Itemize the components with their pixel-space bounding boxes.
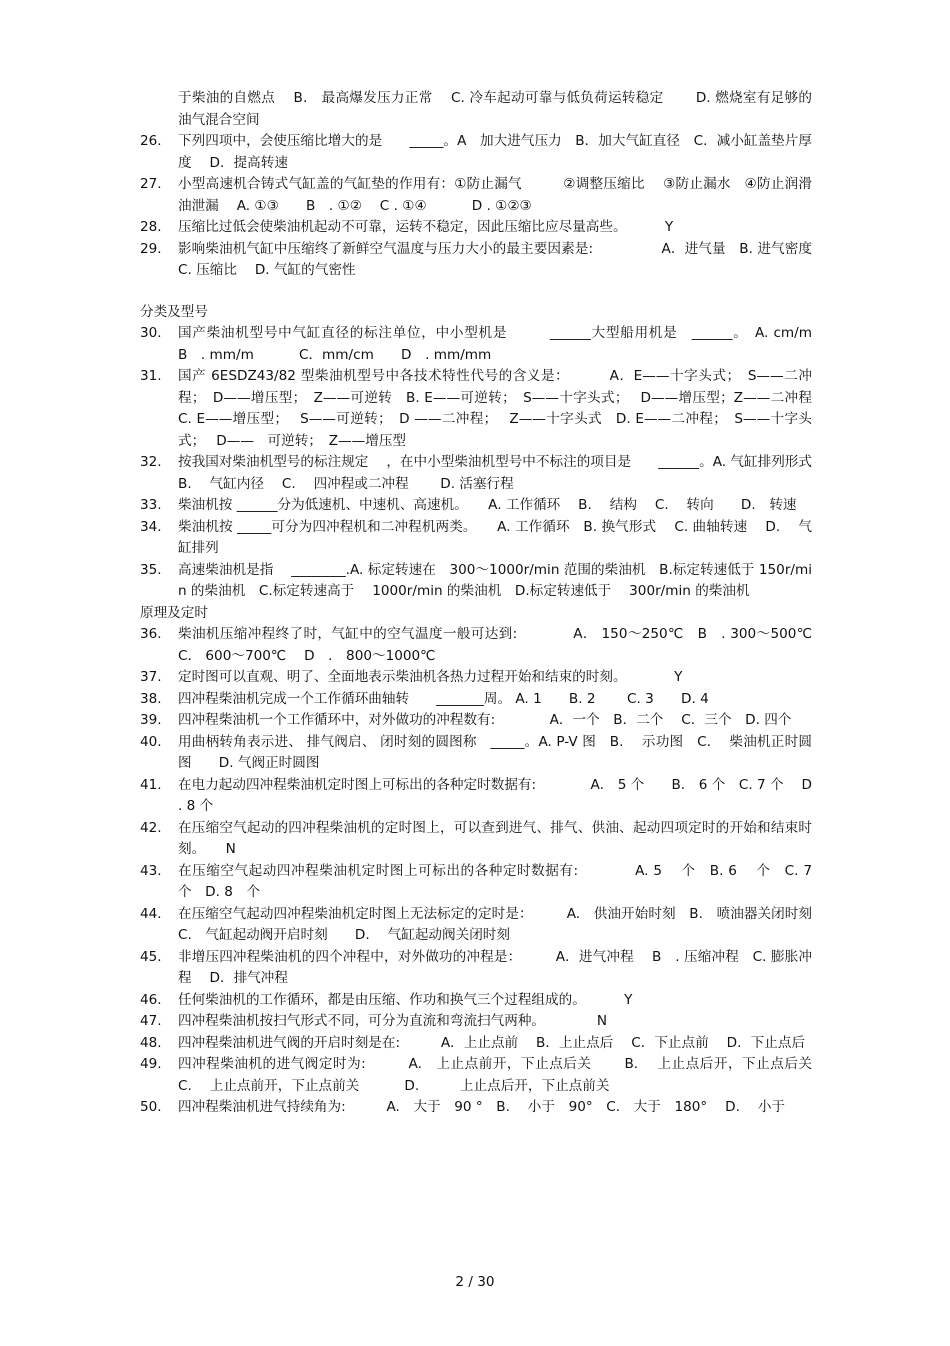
question-item <box>140 818 812 861</box>
question-item <box>140 495 812 517</box>
question-text: 于柴油的自燃点 B． 最高爆发压力正常 C. 冷车起动可靠与低负荷运转稳定 D. 燃烧室有足够的油气混合空间 <box>178 90 812 128</box>
question-number: 34. <box>140 518 162 535</box>
question-item <box>140 1097 812 1119</box>
question-number: 26. <box>140 133 162 149</box>
question-item <box>140 1033 812 1055</box>
question-item <box>140 947 812 990</box>
question-number: 49. <box>140 1056 162 1072</box>
question-number: 35. <box>140 561 162 578</box>
question-item <box>140 904 826 947</box>
continued-question-25 <box>140 88 812 131</box>
section-heading-classification: 分类及型号 <box>140 303 208 320</box>
question-text: 柴油机按 _____可分为四冲程机和二冲程机两类。 A. 工作循环 B. 换气形式 C. 曲轴转速 D. 气缸排列 <box>178 518 812 556</box>
question-item <box>140 560 812 603</box>
question-item <box>140 689 812 711</box>
question-number: 30. <box>140 325 162 341</box>
question-text: 按我国对柴油机型号的标注规定 ，在中小型柴油机型号中不标注的项目是 ______。A. 气缸排列形式 B. 气缸内径 C. 四冲程或二冲程 D. 活塞行程 <box>178 454 844 492</box>
question-number: 50. <box>140 1099 162 1115</box>
question-text: 四冲程柴油机的进气阀定时为: A. 上止点前开，下止点后关 B. 上止点后开，下止点后关 C. 上止点前开，下止点前关 D. 上止点后开，下止点前关 <box>178 1056 826 1094</box>
question-text: 用曲柄转角表示进、 排气阀启、 闭时刻的圆图称 _____。A. P-V 图 B. 示功图 C. 柴油机正时圆图 D. 气阀正时圆图 <box>178 733 812 771</box>
question-item <box>140 624 840 667</box>
question-item <box>140 517 812 560</box>
question-group-compression <box>140 131 840 282</box>
question-text: 任何柴油机的工作循环，都是由压缩、作功和换气三个过程组成的。 Y <box>178 991 633 1008</box>
question-text: 国产 6ESDZ43/82 型柴油机型号中各技术特性代号的含义是： A．E——十字头式； S——二冲程； D——增压型； Z——可逆转 B. E——可逆转； S——十字头式； D——增压型；Z——二冲程 C. E——增压型； S——可逆转； D ——二冲程； Z——十字头式 D. E——二冲程； S——十字头式； D—— 可逆转； Z——增压型 <box>178 368 826 449</box>
question-text: 在压缩空气起动四冲程柴油机定时图上可标出的各种定时数据有: A. 5 个 B. 6 个 C. 7 个 D. 8 个 <box>178 862 826 900</box>
question-text: 高速柴油机是指 ________.A. 标定转速在 300～1000r/min 范围的柴油机 B.标定转速低于 150r/min 的柴油机 C.标定转速高于 1000r/min 的柴油机 D.标定转速低于 300r/min 的柴油机 <box>178 561 813 599</box>
question-text: 四冲程柴油机一个工作循环中，对外做功的冲程数有: A．一个 B．二个 C．三个 D. 四个 <box>178 712 792 728</box>
question-text: 在压缩空气起动的四冲程柴油机的定时图上，可以查到进气、排气、供油、起动四项定时的开始和结束时刻。 N <box>178 819 812 857</box>
page-content <box>140 88 844 1119</box>
question-number: 37. <box>140 669 162 685</box>
question-number: 40. <box>140 733 162 750</box>
question-text: 压缩比过低会使柴油机起动不可靠，运转不稳定，因此压缩比应尽量高些。 Y <box>178 219 674 235</box>
question-text: 四冲程柴油机进气持续角为: A. 大于 90 ° B. 小于 90° C. 大于 180° D. 小于 <box>178 1099 786 1115</box>
page-number: 2 / 30 <box>455 1274 495 1290</box>
question-text: 国产柴油机型号中气缸直径的标注单位，中小型机是 ______大型船用机是 ______。 A. cm/m B . mm/m C．mm/cm D . mm/mm <box>178 325 844 363</box>
question-number: 28. <box>140 219 162 235</box>
question-item <box>140 239 840 282</box>
question-item <box>140 131 812 174</box>
question-group-classification <box>140 323 844 603</box>
question-number: 36. <box>140 626 162 642</box>
question-text: 四冲程柴油机按扫气形式不同，可分为直流和弯流扫气两种。 N <box>178 1013 608 1029</box>
question-number: 47. <box>140 1013 162 1029</box>
question-text: 在电力起动四冲程柴油机定时图上可标出的各种定时数据有: A． 5 个 B． 6 个 C. 7 个 D . 8 个 <box>178 776 826 814</box>
section-heading-principle: 原理及定时 <box>140 604 208 621</box>
question-item <box>140 217 812 239</box>
question-item <box>140 1054 826 1097</box>
question-text: 柴油机压缩冲程终了时，气缸中的空气温度一般可达到: A． 150～250℃ B . 300～500℃ C． 600～700℃ D ． 800～1000℃ <box>178 626 840 664</box>
question-number: 27. <box>140 176 162 192</box>
question-text: 在压缩空气起动四冲程柴油机定时图上无法标定的定时是： A. 供油开始时刻 B. 喷油器关闭时刻 C. 气缸起动阀开启时刻 D. 气缸起动阀关闭时刻 <box>178 905 826 943</box>
question-text: 影响柴油机气缸中压缩终了新鲜空气温度与压力大小的最主要因素是: A．进气量 B. 进气密度 C. 压缩比 D. 气缸的气密性 <box>178 240 840 278</box>
question-text: 下列四项中，会使压缩比增大的是 _____。A 加大进气压力 B．加大气缸直径 C．减小缸盖垫片厚度 D．提高转速 <box>178 133 812 171</box>
question-number: 38. <box>140 690 162 707</box>
question-number: 46. <box>140 991 162 1008</box>
spacer <box>140 282 812 302</box>
question-number: 29. <box>140 240 162 257</box>
question-item <box>140 667 812 689</box>
question-number: 45. <box>140 948 162 965</box>
question-number: 39. <box>140 712 162 728</box>
question-item <box>140 710 812 732</box>
question-item <box>140 1011 812 1033</box>
question-item <box>140 861 826 904</box>
question-text: 四冲程柴油机进气阀的开启时刻是在: A．上止点前 B．上止点后 C．下止点前 D．下止点后 <box>178 1034 806 1051</box>
question-text: 非增压四冲程柴油机的四个冲程中，对外做功的冲程是： A．进气冲程 B . 压缩冲程 C. 膨胀冲程 D．排气冲程 <box>178 948 812 986</box>
question-number: 48. <box>140 1034 162 1051</box>
question-number: 32. <box>140 454 162 470</box>
question-number: 41. <box>140 776 162 793</box>
question-item <box>140 990 812 1012</box>
question-item <box>140 174 812 217</box>
question-item <box>140 732 812 775</box>
question-text: 四冲程柴油机完成一个工作循环曲轴转 _______周。 A. 1 B. 2 C. 3 D. 4 <box>178 690 709 707</box>
question-item <box>140 323 844 366</box>
question-number: 31. <box>140 368 162 384</box>
question-text: 柴油机按 ______分为低速机、中速机、高速机。 A. 工作循环 B. 结构 C. 转向 D. 转速 <box>178 497 797 513</box>
question-number: 42. <box>140 819 162 836</box>
question-number: 33. <box>140 497 162 513</box>
question-number: 43. <box>140 862 162 879</box>
question-item <box>140 366 826 452</box>
question-text: 小型高速机合铸式气缸盖的气缸垫的作用有：①防止漏气 ②调整压缩比 ③防止漏水 ④防止润滑油泄漏 A. ①③ B . ①② C . ①④ D . ①②③ <box>178 176 812 214</box>
question-item <box>140 452 844 495</box>
question-number: 44. <box>140 905 162 922</box>
question-item <box>140 775 826 818</box>
question-text: 定时图可以直观、明了、全面地表示柴油机各热力过程开始和结束的时刻。 Y <box>178 669 683 685</box>
question-group-principle <box>140 624 840 1119</box>
